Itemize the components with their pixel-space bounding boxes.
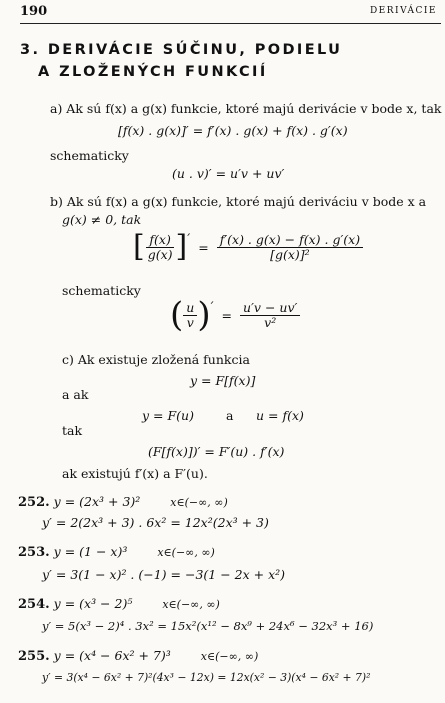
- exercise-255-derivative: y′ = 3(x⁴ − 6x² + 7)²(4x³ − 12x) = 12x(x² − 3)(x⁴ − 6x² + 7)²: [42, 671, 371, 684]
- schematic-rhs-numerator: u′v − uv′: [240, 301, 300, 316]
- schematic-prime-mark: ′: [210, 300, 214, 315]
- left-paren: (: [170, 295, 184, 335]
- part-a-text: a) Ak sú f(x) a g(x) funkcie, ktoré majú derivácie v bode x, tak: [50, 101, 442, 116]
- schematic-lhs-fraction: [183, 301, 197, 330]
- exercise-254: [18, 596, 220, 612]
- header-rule: [20, 23, 441, 24]
- exercise-function: y = (2x³ + 3)²: [53, 494, 141, 509]
- running-title: DERIVÁCIE: [369, 6, 437, 16]
- lhs-denominator: g(x): [147, 246, 173, 262]
- exercise-253-derivative: y′ = 3(1 − x)² . (−1) = −3(1 − 2x + x²): [42, 567, 286, 582]
- section-title-line2: A ZLOŽENÝCH FUNKCIÍ: [38, 64, 268, 80]
- exercise-function: y = (x³ − 2)⁵: [53, 596, 133, 611]
- right-paren: ): [197, 295, 211, 335]
- part-b-schematic-label: schematicky: [62, 283, 141, 298]
- part-c-tak: tak: [62, 423, 83, 438]
- rhs-numerator: f′(x) . g(x) − f(x) . g′(x): [217, 233, 363, 248]
- composite-function: y = F[f(x)]: [190, 373, 256, 388]
- lhs-numerator: f(x): [146, 233, 173, 248]
- exercise-number: 254.: [18, 597, 50, 612]
- part-c-text: c) Ak existuje zložená funkcia: [62, 352, 250, 367]
- exercise-domain: x∈(−∞, ∞): [157, 546, 215, 559]
- page-number: 190: [20, 4, 48, 19]
- section-number: 3.: [20, 42, 41, 58]
- conjunction-a: a: [226, 408, 234, 423]
- exercise-252: [18, 494, 228, 510]
- outer-function: y = F(u): [142, 408, 194, 423]
- part-c-and-label: a ak: [62, 387, 89, 402]
- prime-mark: ′: [187, 232, 191, 247]
- exercise-domain: x∈(−∞, ∞): [162, 598, 220, 611]
- schematic-lhs-denominator: v: [186, 314, 194, 330]
- chain-rule-condition: ak existujú f′(x) a F′(u).: [62, 466, 208, 481]
- exercise-number: 253.: [18, 545, 50, 560]
- exercise-254-derivative: y′ = 5(x³ − 2)⁴ . 3x² = 15x²(x¹² − 8x⁹ + 24x⁶ − 32x³ + 16): [42, 619, 374, 633]
- quotient-rhs-fraction: [217, 233, 363, 262]
- exercise-function: y = (x⁴ − 6x² + 7)³: [53, 648, 171, 663]
- product-rule-formula: [f(x) . g(x)]′ = f′(x) . g(x) + f(x) . g′(x): [118, 123, 348, 138]
- quotient-rule-formula: [133, 229, 363, 264]
- part-b-text-line2: g(x) ≠ 0, tak: [62, 212, 142, 227]
- schematic-rhs-denominator: v²: [264, 314, 277, 330]
- exercise-domain: x∈(−∞, ∞): [200, 650, 259, 663]
- section-title-line1: DERIVÁCIE SÚČINU, PODIELU: [47, 42, 343, 58]
- equals-sign: =: [198, 239, 209, 255]
- exercise-253: [18, 544, 215, 560]
- section-heading: [20, 42, 342, 58]
- exercise-252-derivative: y′ = 2(2x³ + 3) . 6x² = 12x²(2x³ + 3): [42, 515, 269, 530]
- exercise-function: y = (1 − x)³: [53, 544, 128, 559]
- schematic-equals-sign: =: [221, 307, 233, 323]
- schematic-lhs-numerator: u: [183, 301, 197, 316]
- exercise-255: [18, 648, 258, 664]
- part-a-schematic-label: schematicky: [50, 148, 129, 163]
- rhs-denominator: [g(x)]²: [270, 246, 310, 262]
- product-rule-schematic: (u . v)′ = u′v + uv′: [172, 166, 285, 181]
- quotient-rule-schematic: [170, 295, 300, 335]
- schematic-rhs-fraction: [240, 301, 300, 330]
- right-bracket: ]: [175, 229, 188, 264]
- exercise-number: 252.: [18, 495, 50, 510]
- chain-rule-formula: (F[f(x)])′ = F′(u) . f′(x): [148, 444, 285, 459]
- exercise-number: 255.: [18, 649, 50, 664]
- part-b-text-line1: b) Ak sú f(x) a g(x) funkcie, ktoré majú deriváciu v bode x a: [50, 194, 427, 209]
- exercise-domain: x∈(−∞, ∞): [170, 496, 228, 509]
- left-bracket: [: [133, 229, 145, 264]
- quotient-lhs-fraction: [145, 233, 176, 262]
- inner-function: u = f(x): [256, 408, 304, 423]
